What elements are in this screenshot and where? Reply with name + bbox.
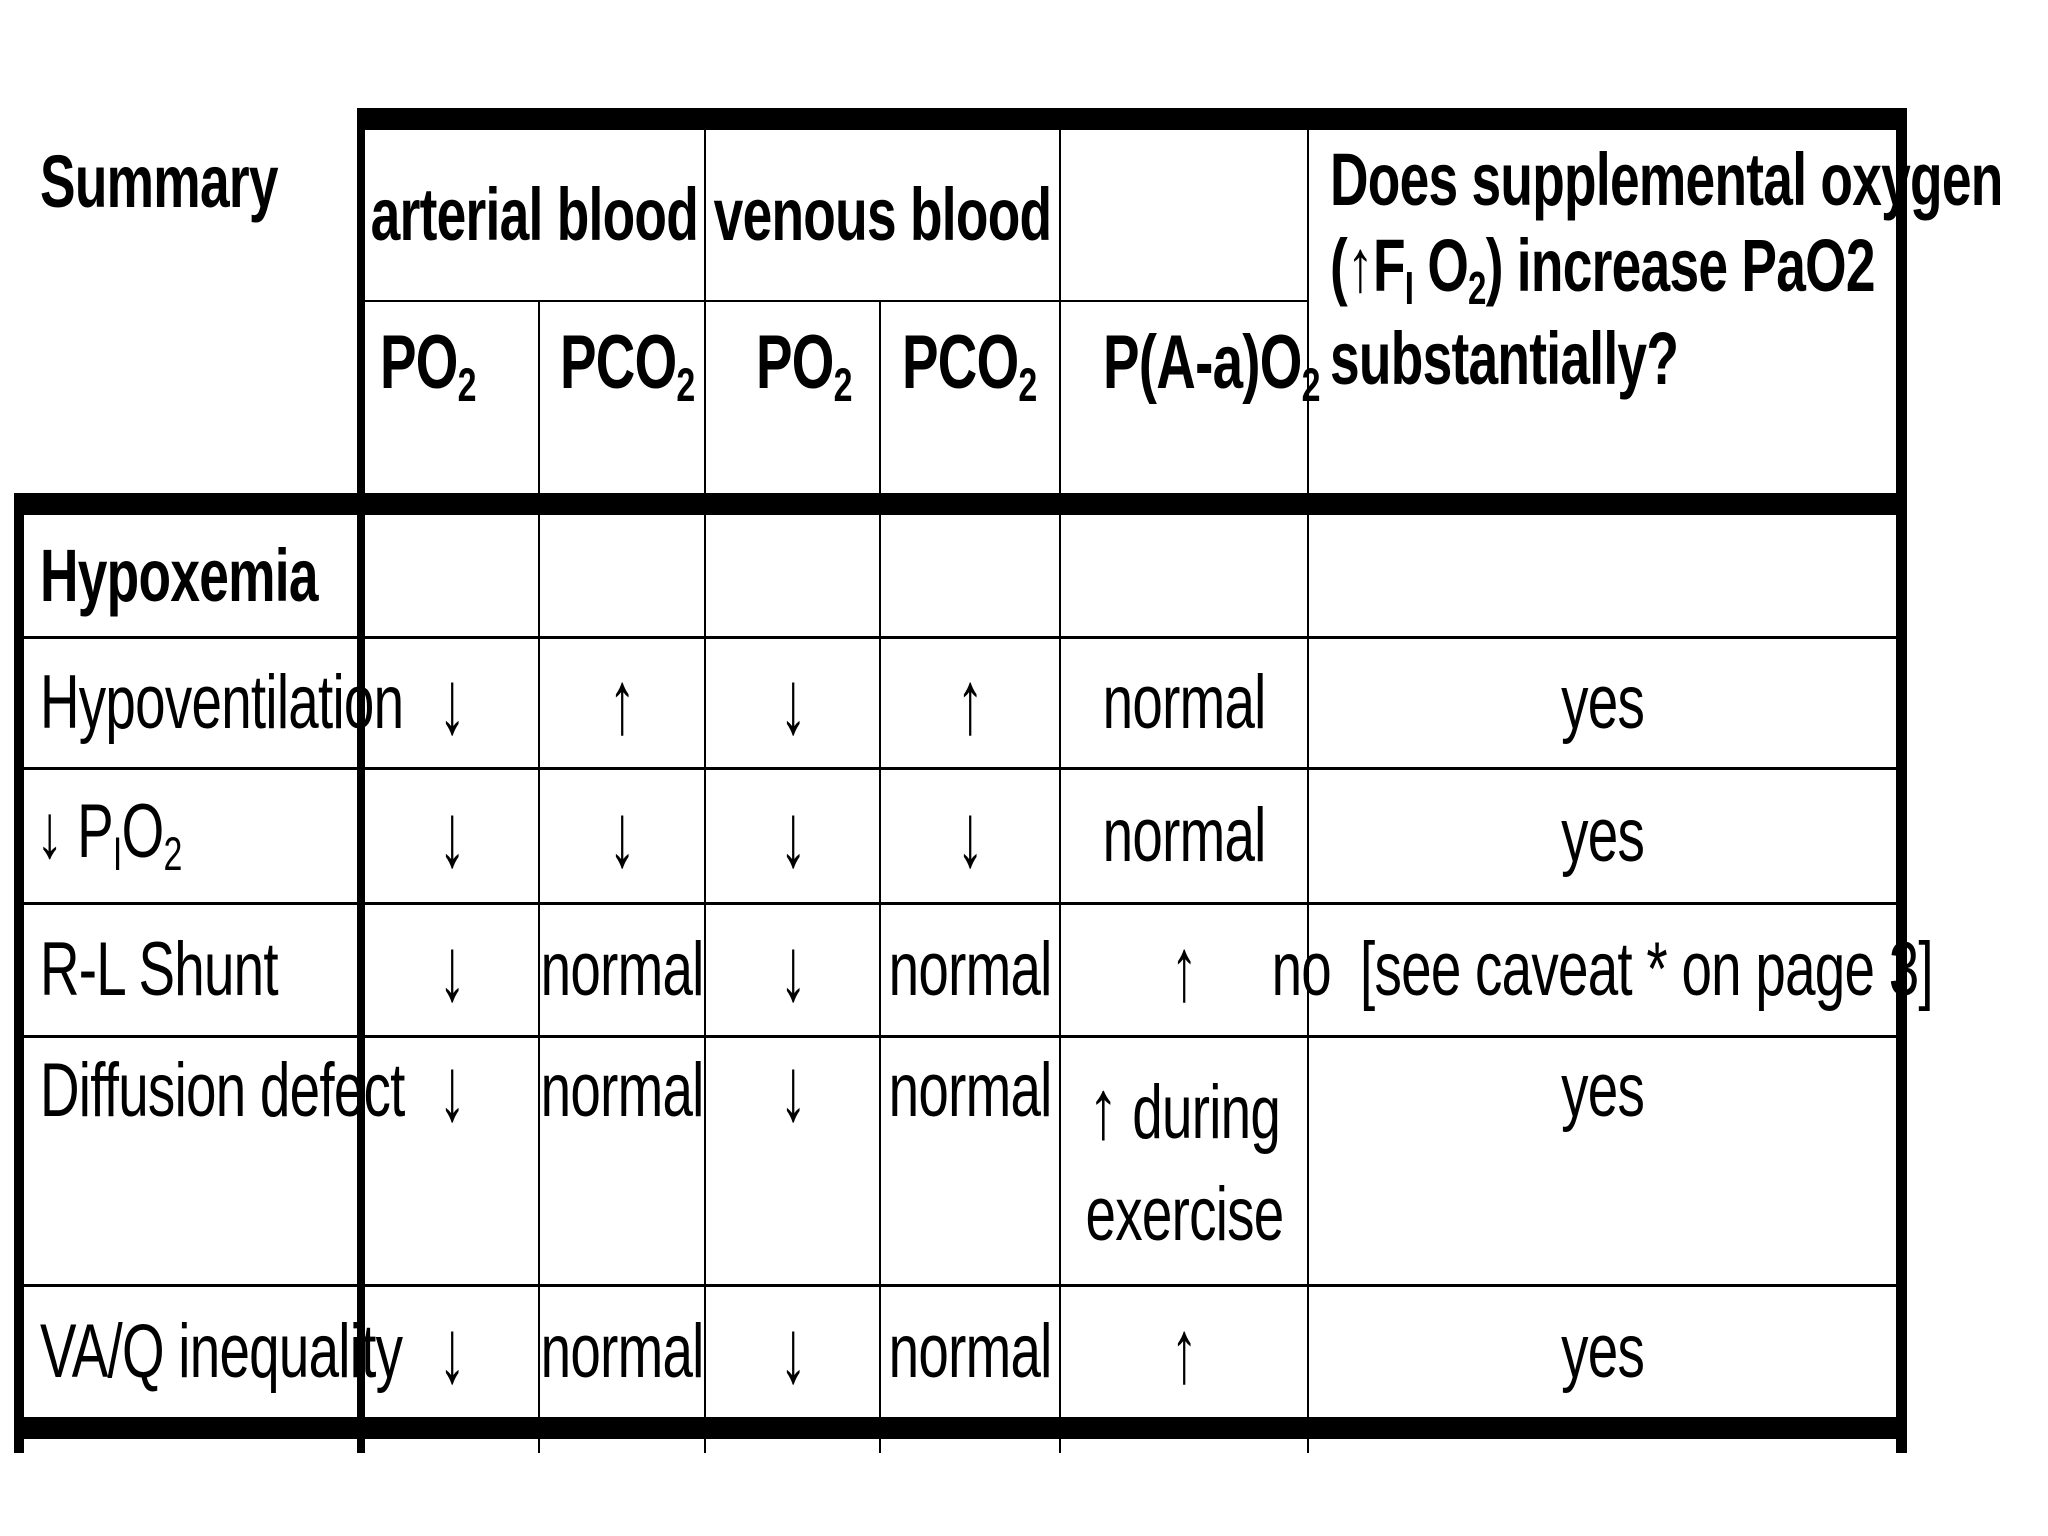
- question-line-1: Does supplemental oxygen: [1330, 138, 2003, 221]
- venous-pco2-value: normal: [888, 1048, 1052, 1133]
- table-row-label: VA/Q inequality: [40, 1308, 403, 1394]
- aa-gradient-value: normal: [1102, 792, 1266, 878]
- down-arrow-icon: ↓: [438, 653, 465, 753]
- question-line-2: ($↑F_I$ $O_2$) increase PaO2: [1330, 223, 1875, 314]
- up-arrow-icon: ↑: [1347, 223, 1373, 307]
- up-arrow-icon: ↑: [608, 653, 636, 753]
- table-row-label: Diffusion defect: [40, 1048, 405, 1133]
- aa-gradient-value: ↑ during exercise: [1085, 1061, 1283, 1258]
- col-venous-pco2: $PCO_2$: [902, 320, 1037, 412]
- frame-top: [357, 108, 1907, 130]
- down-arrow-icon: ↓: [779, 786, 806, 886]
- supplemental-oxygen-question: [1330, 138, 2003, 490]
- aa-gradient-value: normal: [1102, 659, 1266, 745]
- arterial-pco2-value: normal: [540, 926, 704, 1012]
- venous-blood-header: venous blood: [713, 173, 1052, 257]
- down-arrow-icon: ↓: [779, 1040, 806, 1140]
- table-row-label: ↓ $P_IO_2$: [36, 789, 182, 881]
- down-arrow-icon: ↓: [438, 1040, 465, 1140]
- arterial-pco2-value: normal: [540, 1308, 704, 1394]
- col-venous-po2: $PO_2$: [756, 320, 852, 412]
- down-arrow-icon: ↓: [779, 653, 806, 753]
- col-arterial-pco2: $PCO_2$: [560, 320, 695, 412]
- summary-heading-text: Summary: [40, 140, 278, 223]
- o2-response-value: no [see caveat * on page 3]: [1271, 926, 1934, 1012]
- section-label-hypoxemia: Hypoxemia: [40, 533, 318, 617]
- arterial-pco2-value: normal: [540, 1048, 704, 1133]
- o2-response-value: yes: [1560, 792, 1645, 878]
- frame-right: [1896, 108, 1907, 1453]
- down-arrow-icon: ↓: [36, 789, 63, 875]
- down-arrow-icon: ↓: [438, 1302, 465, 1402]
- table-row-label: R-L Shunt: [40, 926, 278, 1012]
- col-aa-gradient: $P(A-a)O_2$: [1103, 320, 1320, 412]
- arterial-blood-header: arterial blood: [370, 173, 699, 257]
- frame-left-body: [14, 493, 24, 1453]
- o2-response-value: yes: [1560, 659, 1645, 745]
- down-arrow-icon: ↓: [779, 1302, 806, 1402]
- up-arrow-icon: ↑: [1088, 1061, 1118, 1156]
- row-line-4: [24, 1035, 1896, 1038]
- table-row-label: Hypoventilation: [40, 659, 404, 745]
- down-arrow-icon: ↓: [438, 786, 465, 886]
- header-bottom-thick: [14, 493, 1907, 515]
- up-arrow-icon: ↑: [1170, 1302, 1198, 1402]
- down-arrow-icon: ↓: [779, 920, 806, 1020]
- summary-heading: [40, 142, 340, 252]
- o2-response-value: yes: [1560, 1308, 1645, 1394]
- o2-response-value: yes: [1560, 1048, 1645, 1133]
- col-arterial-po2: $PO_2$: [380, 320, 476, 412]
- down-arrow-icon: ↓: [956, 786, 984, 886]
- venous-pco2-value: normal: [888, 1308, 1052, 1394]
- down-arrow-icon: ↓: [608, 786, 636, 886]
- down-arrow-icon: ↓: [438, 920, 465, 1020]
- up-arrow-icon: ↑: [1170, 920, 1198, 1020]
- venous-pco2-value: normal: [888, 926, 1052, 1012]
- frame-bottom: [14, 1417, 1907, 1439]
- frame-left-header: [357, 108, 365, 1453]
- up-arrow-icon: ↑: [956, 653, 984, 753]
- question-line-3: substantially?: [1330, 317, 1679, 401]
